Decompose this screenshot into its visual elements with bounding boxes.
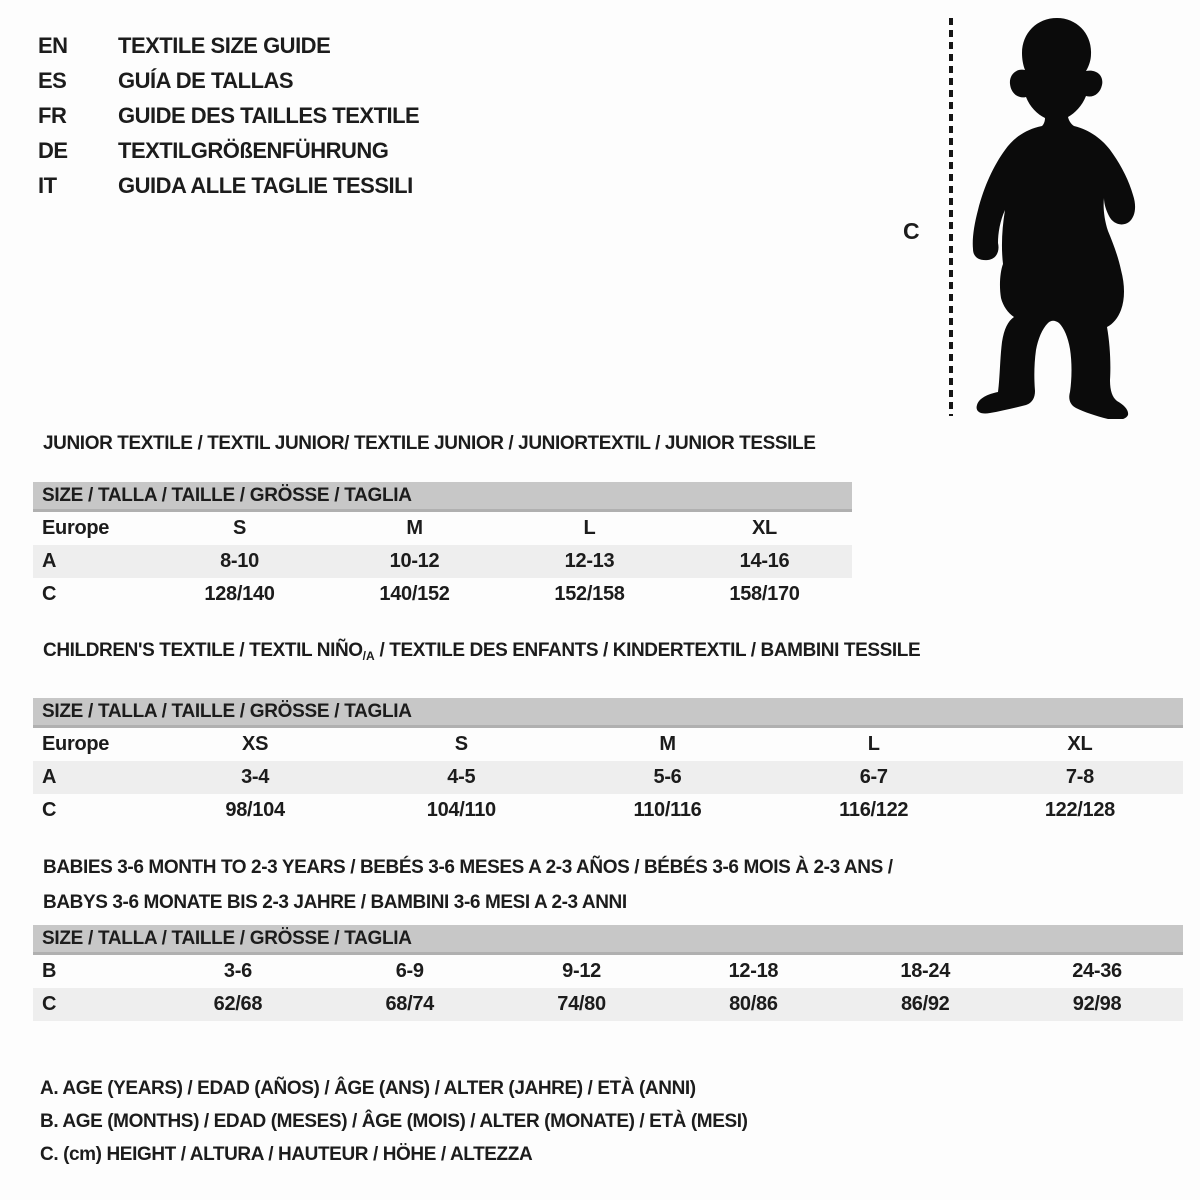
size-cell: 7-8 — [1065, 766, 1094, 788]
size-cell: L — [867, 733, 880, 755]
language-list — [38, 28, 419, 203]
height-measure-label: C — [903, 218, 920, 244]
language-row — [38, 133, 419, 168]
section-title-text: BABYS 3-6 MONATE BIS 2-3 JAHRE / BAMBINI 3-6 MESI A 2-3 ANNI — [43, 892, 627, 913]
size-cell: 122/128 — [1044, 799, 1116, 821]
size-cell: M — [659, 733, 676, 755]
row-label: C — [42, 583, 57, 605]
language-row — [38, 63, 419, 98]
section-title — [33, 850, 1183, 920]
size-cell: 74/80 — [557, 993, 606, 1015]
table-row — [33, 578, 852, 611]
size-cell: 6-7 — [859, 766, 888, 788]
size-cell: 86/92 — [900, 993, 950, 1015]
language-code: DE — [38, 137, 68, 163]
size-cell: 12-13 — [564, 550, 615, 572]
size-cell: 24-36 — [1072, 960, 1122, 982]
language-title: TEXTILE SIZE GUIDE — [118, 32, 331, 58]
children-size-table — [33, 728, 1183, 827]
size-cell: 14-16 — [739, 550, 790, 572]
toddler-silhouette-icon — [965, 14, 1140, 419]
language-code: ES — [38, 67, 67, 93]
size-header-bar: SIZE / TALLA / TAILLE / GRÖSSE / TAGLIA — [33, 482, 852, 512]
table-row — [33, 794, 1183, 827]
language-row — [38, 98, 419, 133]
size-cell: 152/158 — [554, 583, 625, 605]
measure-legend — [40, 1072, 748, 1171]
row-label: Europe — [42, 517, 110, 539]
size-cell: L — [583, 517, 596, 539]
row-label: A — [42, 766, 57, 788]
size-cell: XL — [752, 517, 777, 539]
size-cell: 158/170 — [729, 583, 800, 605]
language-code: EN — [38, 32, 68, 58]
language-title: GUIDA ALLE TAGLIE TESSILI — [118, 172, 413, 198]
table-row — [33, 955, 1183, 988]
language-title: GUÍA DE TALLAS — [118, 67, 294, 93]
size-cell: 128/140 — [204, 583, 275, 605]
size-cell: 92/98 — [1072, 993, 1122, 1015]
size-cell: 116/122 — [839, 799, 909, 821]
size-cell: 62/68 — [213, 993, 263, 1015]
row-label: C — [42, 993, 57, 1015]
legend-line: C. (cm) HEIGHT / ALTURA / HAUTEUR / HÖHE / ALTEZZA — [40, 1143, 533, 1165]
size-header-bar: SIZE / TALLA / TAILLE / GRÖSSE / TAGLIA — [33, 698, 1183, 728]
row-label: C — [42, 799, 57, 821]
table-row — [33, 545, 852, 578]
legend-line: A. AGE (YEARS) / EDAD (AÑOS) / ÂGE (ANS) / ALTER (JAHRE) / ETÀ (ANNI) — [40, 1077, 696, 1099]
table-row — [33, 728, 1183, 761]
size-cell: XS — [242, 733, 269, 755]
section-title-text: JUNIOR TEXTILE / TEXTIL JUNIOR/ TEXTILE JUNIOR / JUNIORTEXTIL / JUNIOR TESSILE — [43, 433, 816, 454]
language-row — [38, 168, 419, 203]
language-code: FR — [38, 102, 67, 128]
size-cell: 5-6 — [653, 766, 682, 788]
legend-line: B. AGE (MONTHS) / EDAD (MESES) / ÂGE (MOIS) / ALTER (MONATE) / ETÀ (MESI) — [40, 1110, 748, 1132]
size-cell: 3-6 — [223, 960, 252, 982]
size-cell: 110/116 — [633, 799, 702, 821]
language-row — [38, 28, 419, 63]
size-cell: M — [406, 517, 423, 539]
table-row — [33, 988, 1183, 1021]
section-title-text: / TEXTILE DES ENFANTS / KINDERTEXTIL / BAMBINI TESSILE — [374, 640, 921, 661]
size-cell: 104/110 — [426, 799, 496, 821]
size-cell: XL — [1067, 733, 1093, 755]
size-cell: S — [454, 733, 468, 755]
size-cell: 6-9 — [395, 960, 424, 982]
size-cell: 68/74 — [385, 993, 435, 1015]
section-title — [33, 640, 1183, 667]
section-title — [33, 433, 852, 455]
size-cell: 3-4 — [241, 766, 270, 788]
row-label: B — [42, 960, 57, 982]
language-title: GUIDE DES TAILLES TEXTILE — [118, 102, 420, 128]
section-babies-textile — [33, 850, 1183, 1021]
table-row — [33, 761, 1183, 794]
row-label: Europe — [42, 733, 110, 755]
row-label: A — [42, 550, 57, 572]
size-cell: 4-5 — [447, 766, 476, 788]
section-title-text: /A — [362, 649, 375, 663]
section-junior-textile — [33, 433, 852, 611]
height-dashed-line-icon — [949, 18, 953, 416]
size-cell: 140/152 — [379, 583, 450, 605]
size-header-bar: SIZE / TALLA / TAILLE / GRÖSSE / TAGLIA — [33, 925, 1183, 955]
section-title-text: BABIES 3-6 MONTH TO 2-3 YEARS / BEBÉS 3-6 MESES A 2-3 AÑOS / BÉBÉS 3-6 MOIS À 2-3 ANS / — [43, 857, 893, 878]
language-code: IT — [38, 172, 57, 198]
size-cell: 8-10 — [220, 550, 259, 572]
language-title: TEXTILGRÖßENFÜHRUNG — [118, 137, 389, 163]
size-cell: 10-12 — [389, 550, 440, 572]
size-cell: 18-24 — [900, 960, 951, 982]
section-children-textile — [33, 640, 1183, 827]
size-cell: S — [232, 517, 247, 539]
size-cell: 98/104 — [225, 799, 285, 821]
junior-size-table — [33, 512, 852, 611]
table-row — [33, 512, 852, 545]
size-cell: 12-18 — [728, 960, 779, 982]
size-cell: 80/86 — [729, 993, 778, 1015]
babies-size-table — [33, 955, 1183, 1021]
size-cell: 9-12 — [562, 960, 601, 982]
section-title-text: CHILDREN'S TEXTILE / TEXTIL NIÑO — [43, 640, 363, 661]
